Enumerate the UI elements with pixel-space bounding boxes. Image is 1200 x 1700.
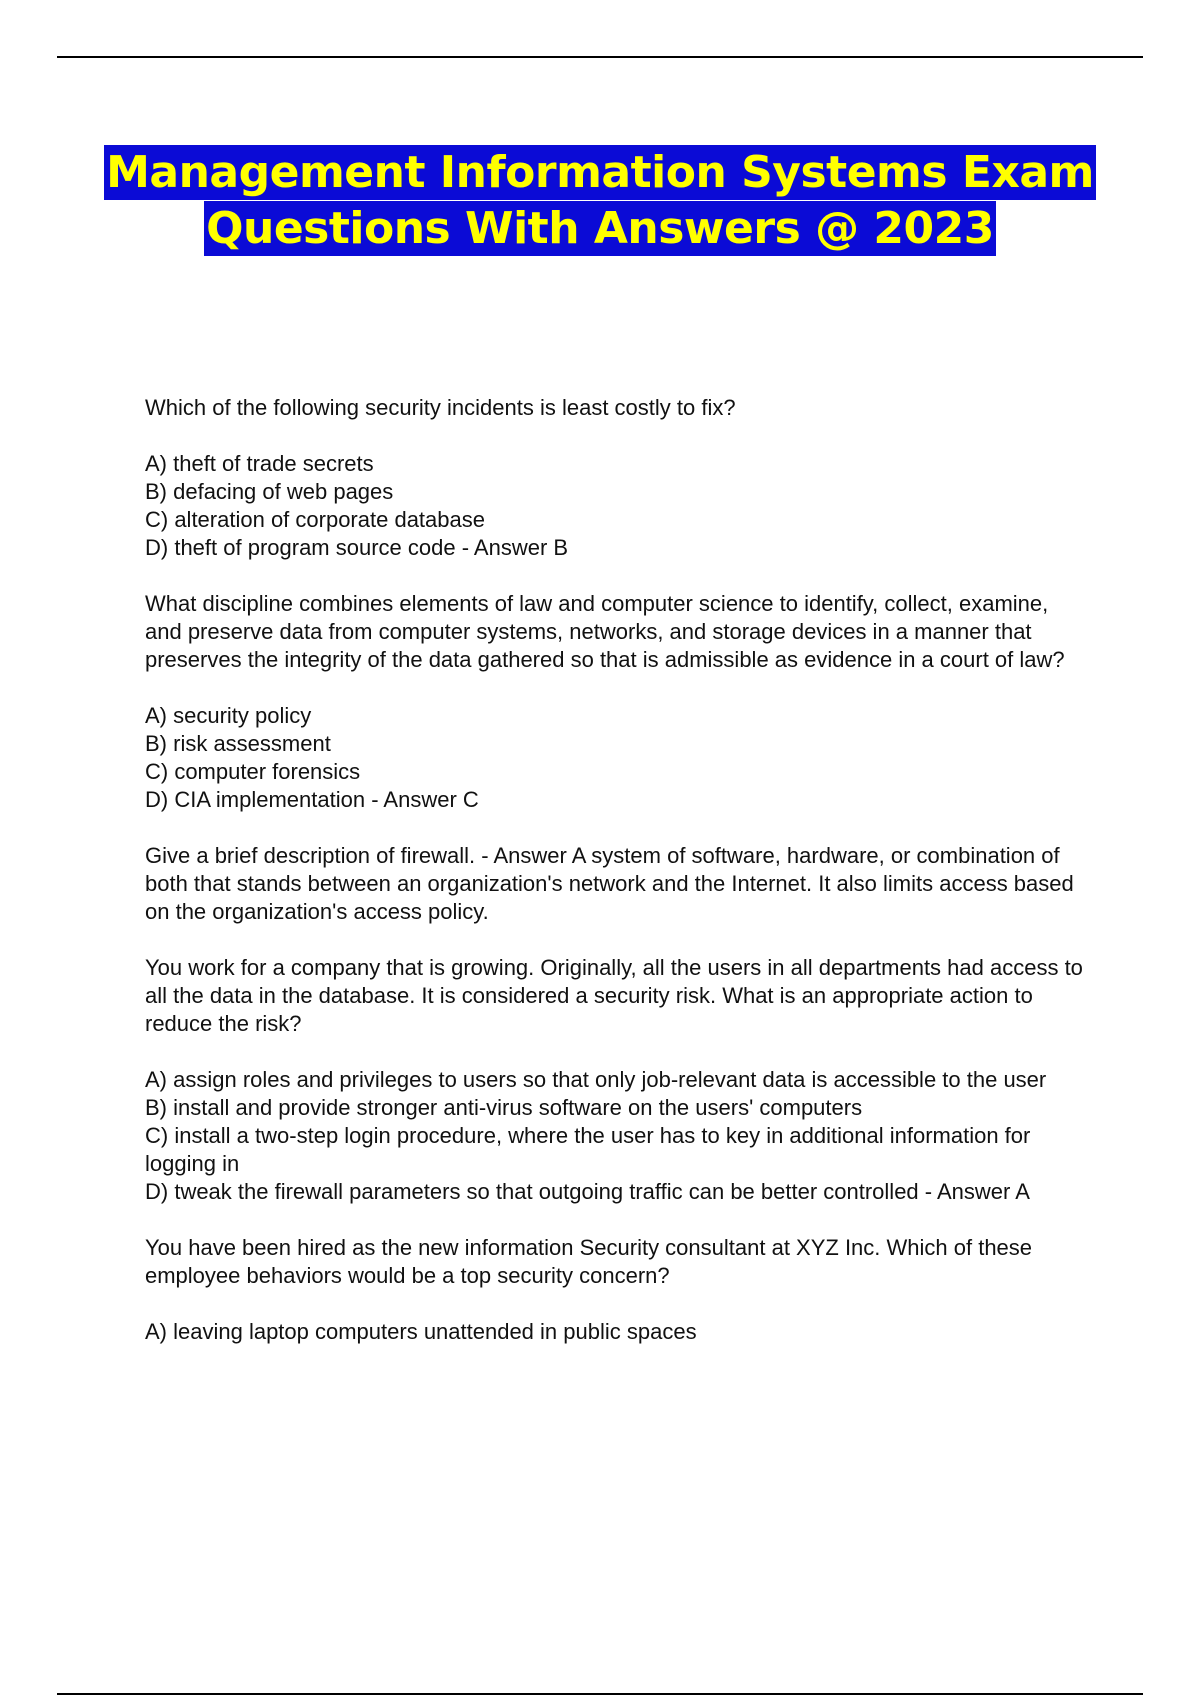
option-list xyxy=(145,702,1090,814)
option-item: C) install a two-step login procedure, where the user has to key in additional information for logging in xyxy=(145,1123,1031,1176)
option-item: B) defacing of web pages xyxy=(145,479,394,504)
option-item: D) tweak the firewall parameters so that outgoing traffic can be better controlled - Answer A xyxy=(145,1179,1030,1204)
option-item: C) alteration of corporate database xyxy=(145,507,485,532)
question-text: You work for a company that is growing. Originally, all the users in all departments had access to all the data in the database. It is considered a security risk. What is an appropriate action to reduce the risk? xyxy=(145,955,1083,1036)
question-text: You have been hired as the new information Security consultant at XYZ Inc. Which of these employee behaviors would be a top security concern? xyxy=(145,1235,1033,1288)
option-list xyxy=(145,450,1090,562)
option-list xyxy=(145,1318,1090,1346)
option-item: C) computer forensics xyxy=(145,759,361,784)
question-text: Which of the following security incidents is least costly to fix? xyxy=(145,395,736,420)
document-title xyxy=(0,145,1200,257)
option-item: A) leaving laptop computers unattended in public spaces xyxy=(145,1319,697,1344)
option-item: B) risk assessment xyxy=(145,731,331,756)
questions-body xyxy=(145,394,1090,1374)
option-item: B) install and provide stronger anti-virus software on the users' computers xyxy=(145,1095,863,1120)
option-item: A) assign roles and privileges to users so that only job-relevant data is accessible to the user xyxy=(145,1067,1047,1092)
question-text: Give a brief description of firewall. - Answer A system of software, hardware, or combination of both that stands between an organization's network and the Internet. It also limits access based on the organization's access policy. xyxy=(145,843,1074,924)
option-item: D) CIA implementation - Answer C xyxy=(145,787,479,812)
option-item: A) theft of trade secrets xyxy=(145,451,374,476)
option-item: A) security policy xyxy=(145,703,312,728)
title-line-2: Questions With Answers @ 2023 xyxy=(206,203,994,254)
option-item: D) theft of program source code - Answer B xyxy=(145,535,569,560)
question-text: What discipline combines elements of law and computer science to identify, collect, examine, and preserve data from computer systems, networks, and storage devices in a manner that preserves the integrity of the data gathered so that is admissible as evidence in a court of law? xyxy=(145,591,1065,672)
top-rule xyxy=(57,56,1143,58)
option-list xyxy=(145,1066,1090,1206)
bottom-rule xyxy=(57,1693,1143,1695)
title-line-1: Management Information Systems Exam xyxy=(106,147,1094,198)
